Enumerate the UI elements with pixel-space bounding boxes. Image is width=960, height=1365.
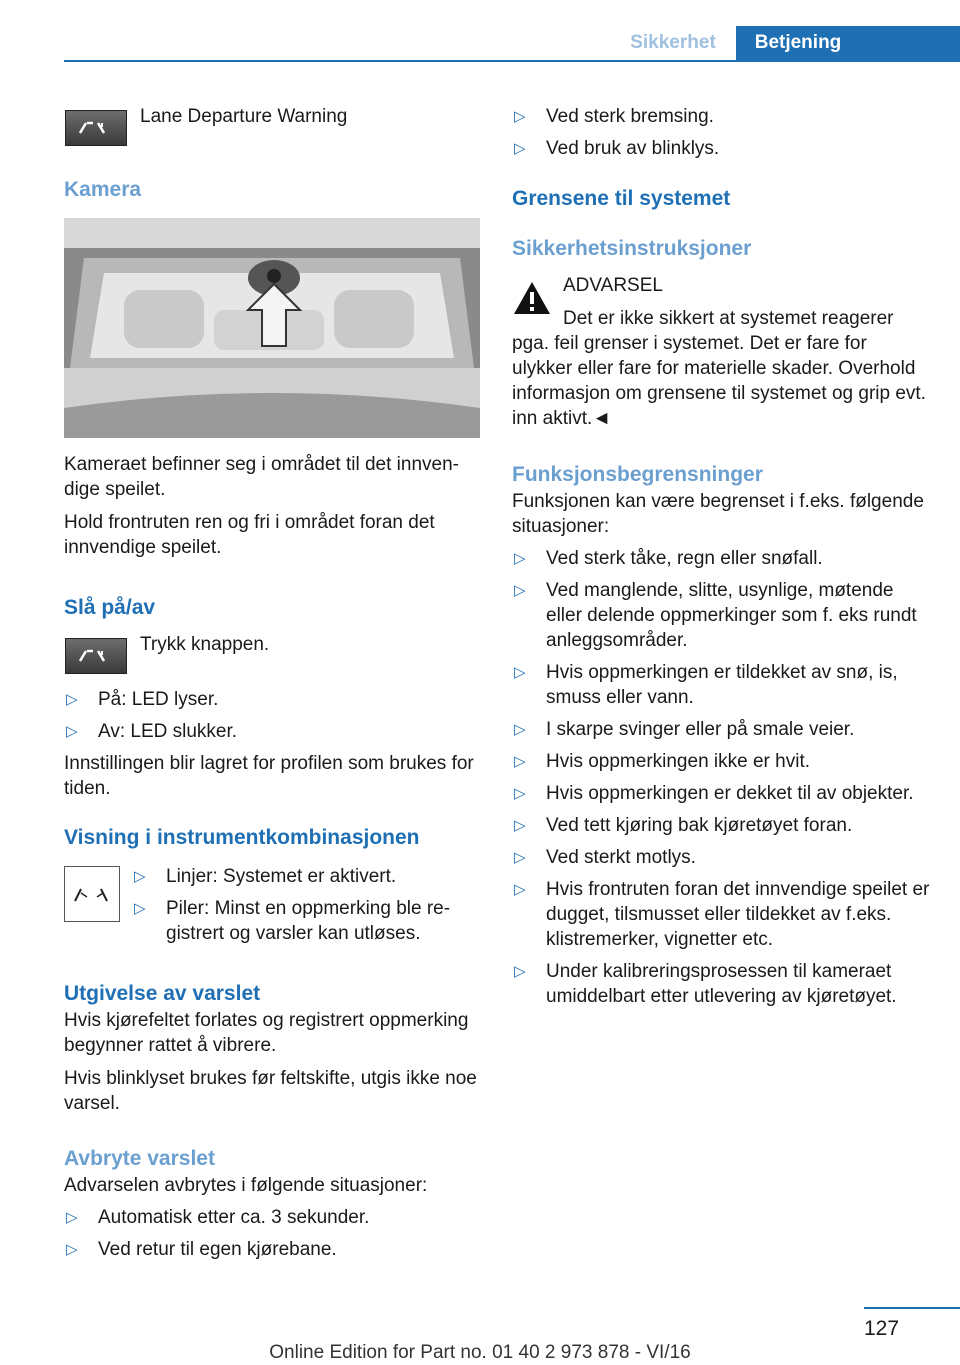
edition-footer: Online Edition for Part no. 01 40 2 973 878 - VI/16 (269, 1342, 691, 1363)
warning-text: Det er ikke sikkert at systemet reagerer pga. feil grenser i systemet. Det er fare for ulykker eller fare for materielle skader. Overhold informasjon om grensene til systemet og grip evt. inn aktivt.◄ (512, 308, 926, 429)
heading-utgivelse: Utgivelse av varslet (64, 982, 261, 1005)
page-number: 127 (864, 1317, 900, 1340)
button-caption: Lane Departure Warning (140, 106, 348, 127)
lane-departure-button-icon (65, 110, 127, 146)
list-item: ▷ Ved manglende, slitte, usynlige, møtende eller delende oppmerkinger som f. eks rundt anleggsområder. (514, 580, 917, 651)
tab-sikkerhet[interactable]: Sikkerhet (630, 32, 716, 53)
tab-betjening-band (860, 26, 960, 61)
list-item: ▷ På: LED lyser. (66, 689, 219, 710)
kamera-paragraph-2: Hold frontruten ren og fri i området foran det innvendige speilet. (64, 512, 435, 558)
heading-avbryte: Avbryte varslet (64, 1147, 215, 1170)
list-item: ▷ Hvis oppmerkingen ikke er hvit. (514, 751, 810, 772)
utgivelse-paragraph-1: Hvis kjørefeltet forlates og registrert oppmerking begynner rattet å vibrere. (64, 1010, 469, 1056)
list-item: ▷ Linjer: Systemet er aktivert. (134, 866, 397, 887)
heading-grensene: Grensene til systemet (512, 187, 731, 210)
list-item: ▷ Av: LED slukker. (66, 721, 238, 742)
kamera-paragraph-1: Kameraet befinner seg i området til det innvendige speilet. (64, 454, 459, 500)
list-item: ▷ Ved sterk tåke, regn eller snøfall. (514, 548, 823, 569)
list-item: ▷ Piler: Minst en oppmerking ble registrert og varsler kan utløses. (134, 898, 451, 944)
footer-rule (864, 1307, 960, 1309)
list-item: ▷ Ved sterk bremsing. (514, 106, 714, 127)
list-item: ▷ Ved sterkt motlys. (514, 847, 696, 868)
list-item: ▷ Under kalibreringsprosessen til kameraet umiddelbart etter utlevering av kjøretøyet. (514, 961, 897, 1007)
heading-kamera: Kamera (64, 178, 142, 201)
lane-departure-button-icon-2 (65, 638, 127, 674)
utgivelse-paragraph-2: Hvis blinklyset brukes før feltskifte, utgis ikke noe varsel. (64, 1068, 477, 1114)
heading-funksjonsbegrensninger: Funksjonsbegrensninger (512, 463, 763, 486)
heading-sikkerhetsinstruksjoner: Sikkerhetsinstruksjoner (512, 237, 752, 260)
sla-caption: Trykk knappen. (140, 634, 270, 655)
list-item: ▷ Hvis oppmerkingen er dekket til av objekter. (514, 783, 914, 804)
list-item: ▷ Automatisk etter ca. 3 sekunder. (66, 1207, 370, 1228)
camera-location-photo (64, 218, 480, 438)
list-item: ▷ Ved retur til egen kjørebane. (66, 1239, 337, 1260)
list-item: ▷ Ved tett kjøring bak kjøretøyet foran. (514, 815, 853, 836)
sla-paragraph: Innstillingen blir lagret for profilen som brukes for tiden. (64, 753, 474, 799)
heading-visning: Visning i instrumentkombinasjonen (64, 826, 420, 849)
list-item: ▷ Hvis frontruten foran det innvendige speilet er dugget, tilsmusset eller tildekket av f.eks. klistremerker, vignetter etc. (514, 879, 930, 950)
avbryte-paragraph: Advarselen avbrytes i følgende situasjoner: (64, 1175, 428, 1196)
tab-betjening[interactable]: Betjening (736, 26, 860, 61)
funksjon-paragraph: Funksjonen kan være begrenset i f.eks. følgende situasjoner: (512, 491, 924, 537)
instrument-display-icon (64, 866, 120, 922)
list-item: ▷ Hvis oppmerkingen er tildekket av snø, is, smuss eller vann. (514, 662, 898, 708)
advarsel-label: ADVARSEL (563, 275, 663, 296)
list-item: ▷ I skarpe svinger eller på smale veier. (514, 719, 855, 740)
heading-sla-pa-av: Slå på/av (64, 596, 156, 619)
list-item: ▷ Ved bruk av blinklys. (514, 138, 720, 159)
